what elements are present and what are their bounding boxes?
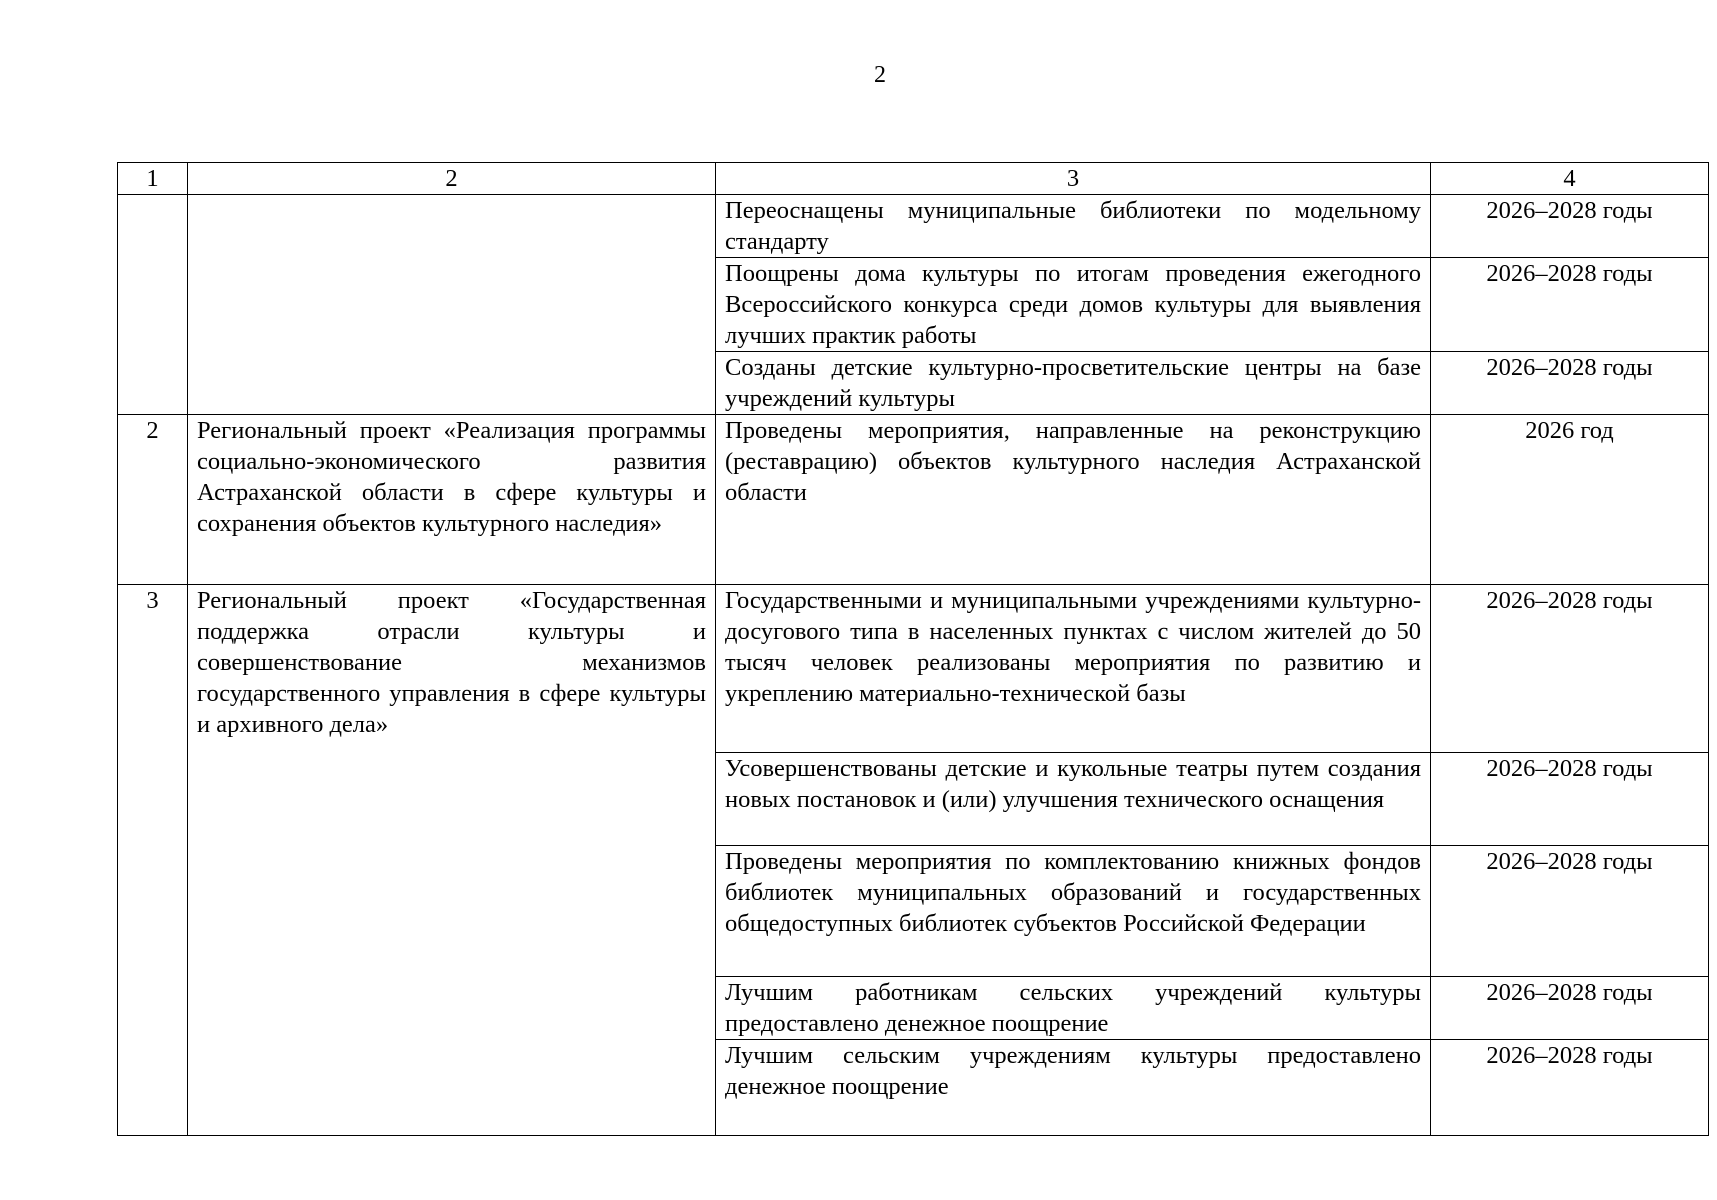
period: 2026–2028 годы	[1431, 753, 1709, 846]
result-text: Лучшим работникам сельских учреждений культуры предоставлено денежное поощрение	[716, 977, 1431, 1040]
result-text: Проведены мероприятия по комплектованию книжных фондов библиотек муниципальных образований и государственных общедоступных библиотек субъектов Российской Федерации	[716, 846, 1431, 977]
table-row	[118, 585, 1709, 753]
result-text: Лучшим сельским учреждениям культуры предоставлено денежное поощрение	[716, 1040, 1431, 1136]
period: 2026–2028 годы	[1431, 585, 1709, 753]
column-header: 2	[188, 163, 716, 195]
page-number: 2	[874, 62, 886, 88]
column-header: 1	[118, 163, 188, 195]
period: 2026–2028 годы	[1431, 195, 1709, 258]
header-row	[118, 163, 1709, 195]
column-header: 4	[1431, 163, 1709, 195]
events-table	[117, 162, 1709, 1136]
column-header: 3	[716, 163, 1431, 195]
row-number: 3	[118, 585, 188, 1136]
project-name: Региональный проект «Реализация программы социально-экономического развития Астраханской области в сфере культуры и сохранения объектов культурного наследия»	[188, 415, 716, 585]
result-text: Поощрены дома культуры по итогам проведения ежегодного Всероссийского конкурса среди домов культуры для выявления лучших практик работы	[716, 258, 1431, 352]
result-text: Проведены мероприятия, направленные на реконструкцию (реставрацию) объектов культурного наследия Астраханской области	[716, 415, 1431, 585]
result-text: Усовершенствованы детские и кукольные театры путем создания новых постановок и (или) улучшения технического оснащения	[716, 753, 1431, 846]
period: 2026–2028 годы	[1431, 977, 1709, 1040]
period: 2026–2028 годы	[1431, 352, 1709, 415]
period: 2026–2028 годы	[1431, 258, 1709, 352]
table-row	[118, 195, 1709, 258]
project-name: Региональный проект «Государственная поддержка отрасли культуры и совершенствование механизмов государственного управления в сфере культуры и архивного дела»	[188, 585, 716, 1136]
period: 2026 год	[1431, 415, 1709, 585]
row-number: 2	[118, 415, 188, 585]
result-text: Государственными и муниципальными учреждениями культурно-досугового типа в населенных пунктах с числом жителей до 50 тысяч человек реализованы мероприятия по развитию и укреплению материально-технической базы	[716, 585, 1431, 753]
project-name	[188, 195, 716, 415]
period: 2026–2028 годы	[1431, 846, 1709, 977]
table-row	[118, 415, 1709, 585]
period: 2026–2028 годы	[1431, 1040, 1709, 1136]
result-text: Созданы детские культурно-просветительские центры на базе учреждений культуры	[716, 352, 1431, 415]
result-text: Переоснащены муниципальные библиотеки по модельному стандарту	[716, 195, 1431, 258]
row-number	[118, 195, 188, 415]
